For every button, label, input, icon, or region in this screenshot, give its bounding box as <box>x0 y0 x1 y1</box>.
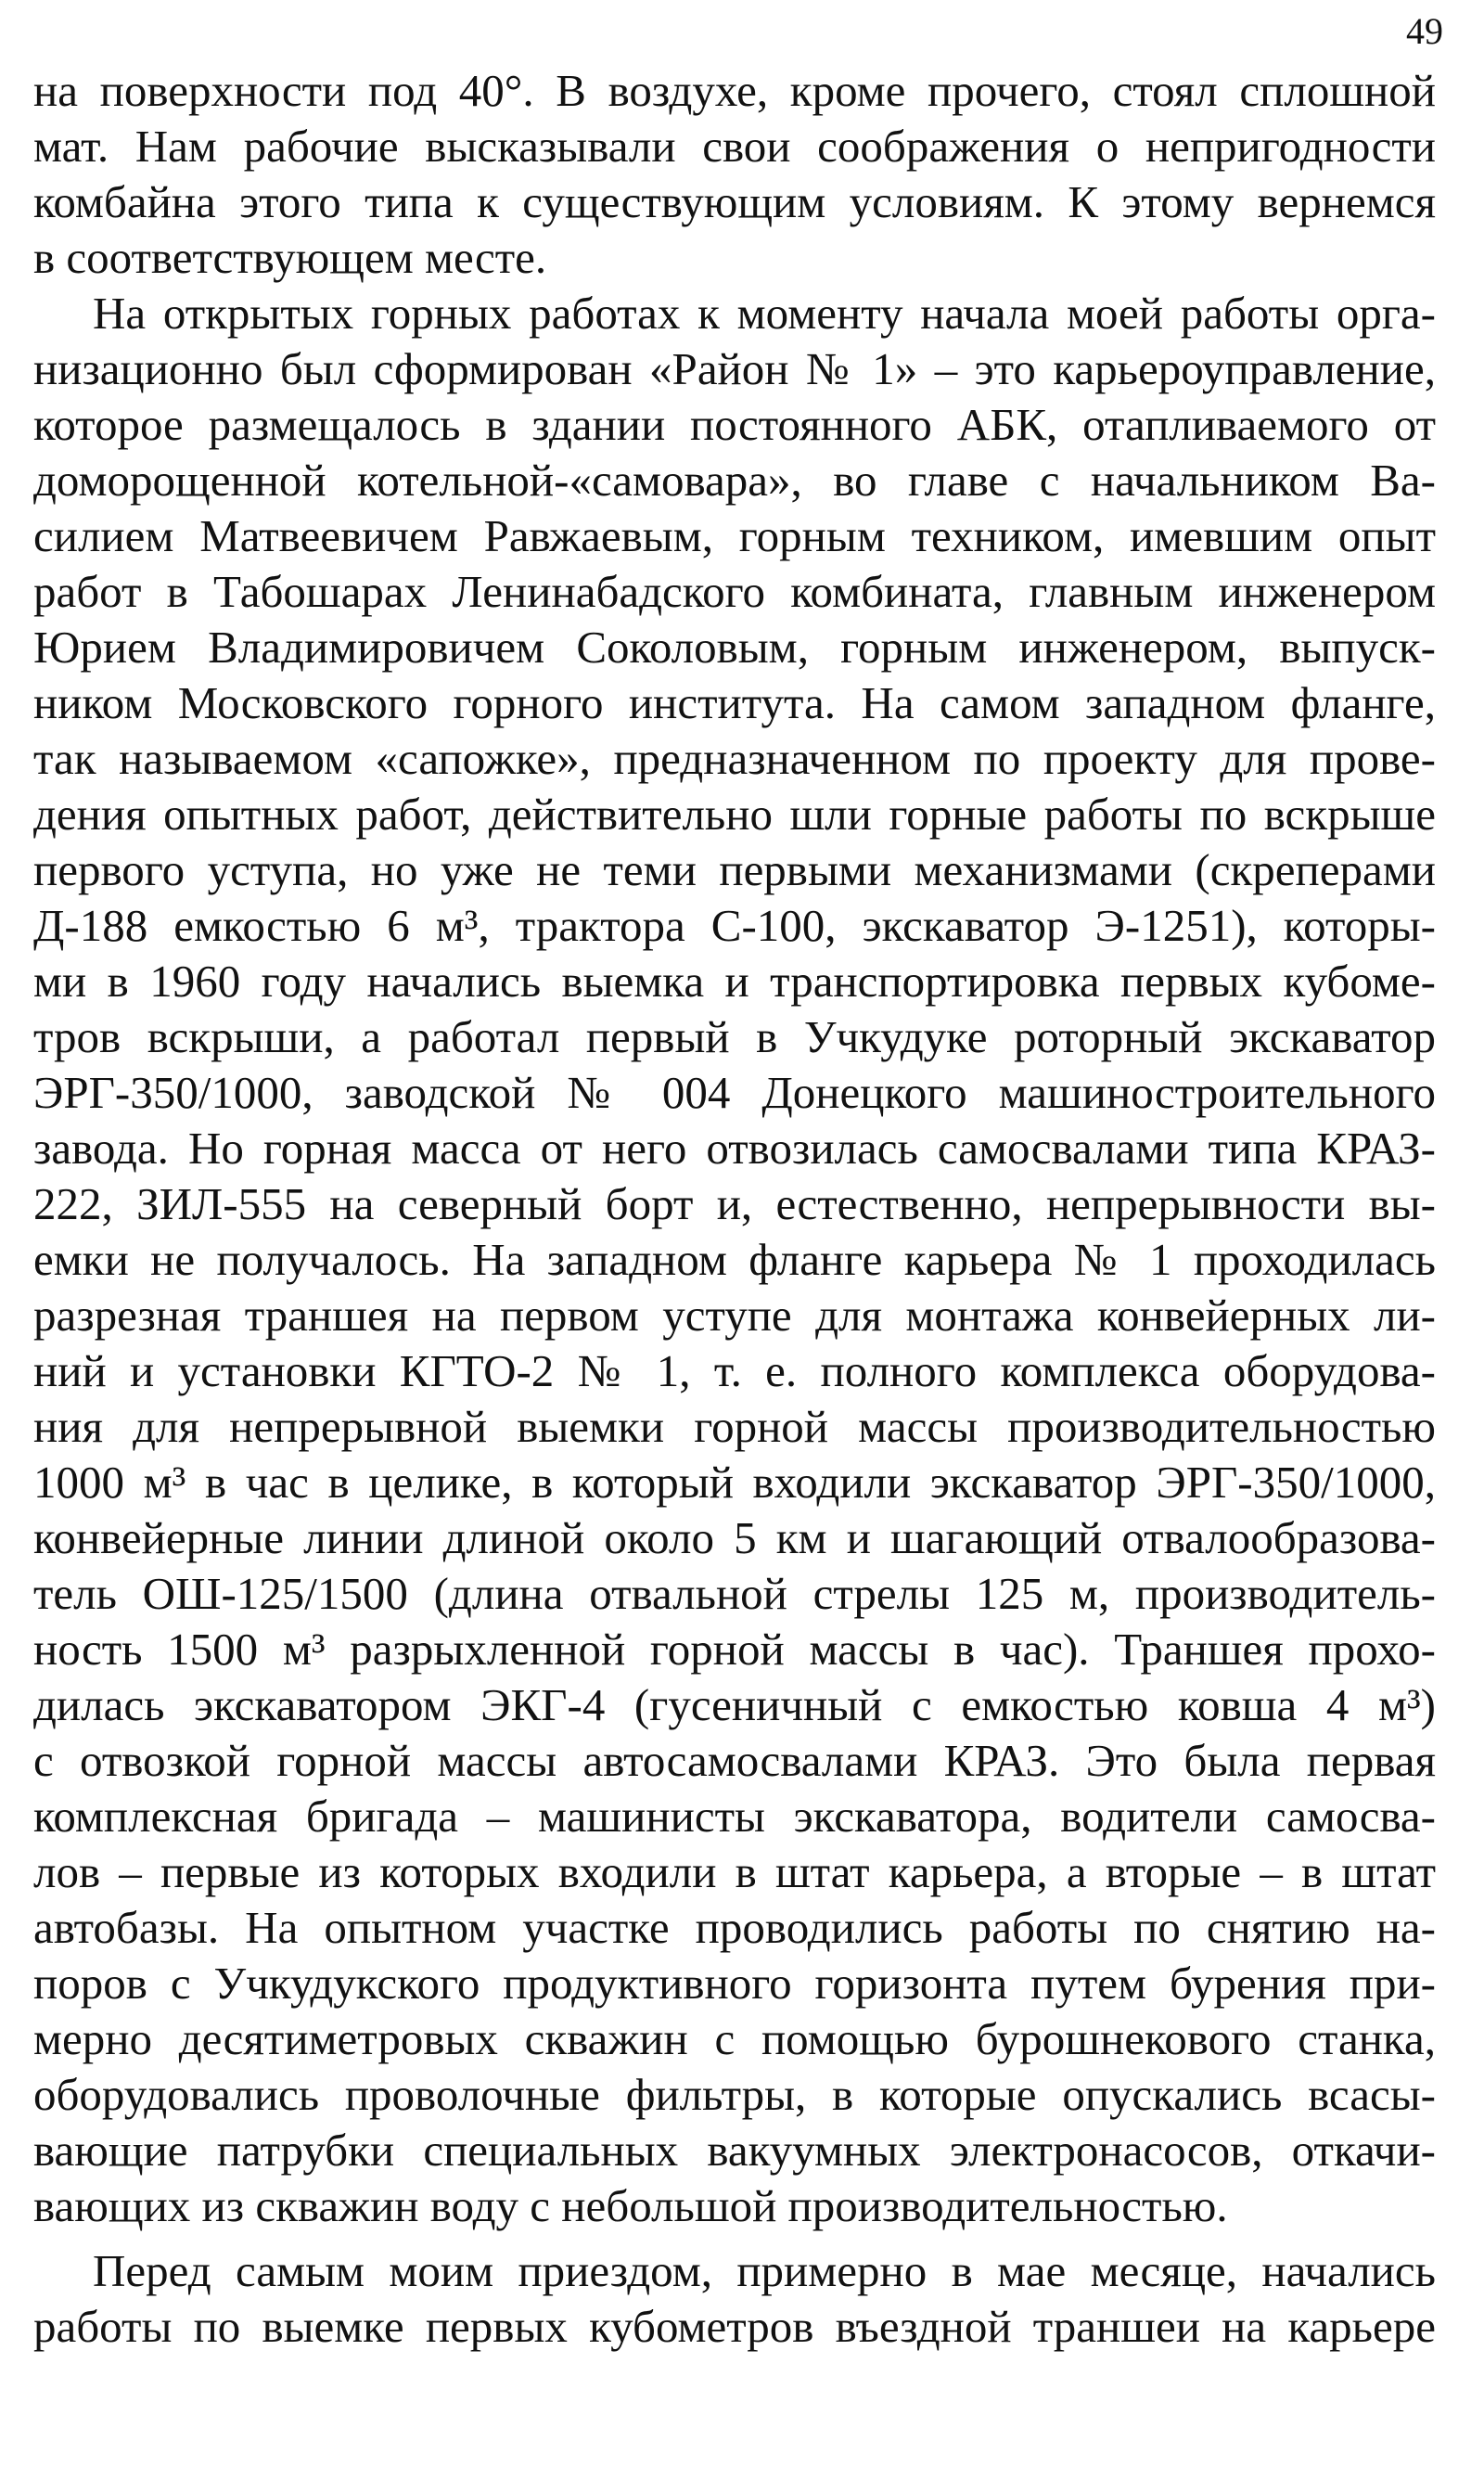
text-line: лов – первые из которых входили в штат карьера, а вторые – в штат <box>33 1846 1436 1897</box>
text-line: ником Московского горного института. На самом западном фланге, <box>33 677 1436 728</box>
text-line: Д-188 емкостью 6 м³, трактора С-100, экскаватор Э-1251), которы- <box>33 900 1436 951</box>
text-line: ния для непрерывной выемки горной массы производительностью <box>33 1401 1436 1452</box>
text-line: емки не получалось. На западном фланге карьера № 1 проходилась <box>33 1234 1436 1285</box>
text-line: ность 1500 м³ разрыхленной горной массы в час). Траншея прохо- <box>33 1624 1436 1675</box>
text-line: мерно десятиметровых скважин с помощью бурошнекового станка, <box>33 2013 1436 2064</box>
text-line: в соответствующем месте. <box>33 232 547 283</box>
text-line: автобазы. На опытном участке проводились работы по снятию на- <box>33 1902 1436 1953</box>
text-line: Юрием Владимировичем Соколовым, горным инженером, выпуск- <box>33 622 1436 673</box>
text-line: тель ОШ-125/1500 (длина отвальной стрелы 125 м, производитель- <box>33 1568 1436 1619</box>
text-line: вающие патрубки специальных вакуумных электронасосов, откачи- <box>33 2125 1436 2176</box>
text-line: работы по выемке первых кубометров въездной траншеи на карьере <box>33 2301 1436 2352</box>
text-line: Перед самым моим приездом, примерно в мае месяце, начались <box>93 2245 1436 2296</box>
text-line: ний и установки КГТО-2 № 1, т. е. полного комплекса оборудова- <box>33 1345 1436 1396</box>
text-line: комбайна этого типа к существующим условиям. К этому вернемся <box>33 176 1436 227</box>
text-line: первого уступа, но уже не теми первыми механизмами (скреперами <box>33 844 1436 895</box>
text-line: комплексная бригада – машинисты экскаватора, водители самосва- <box>33 1791 1436 1842</box>
text-line: мат. Нам рабочие высказывали свои соображения о непригодности <box>33 121 1436 172</box>
text-line: 1000 м³ в час в целике, в который входили экскаватор ЭРГ-350/1000, <box>33 1457 1436 1508</box>
text-line: с отвозкой горной массы автосамосвалами КРАЗ. Это была первая <box>33 1735 1436 1786</box>
text-line: ЭРГ-350/1000, заводской № 004 Донецкого машиностроительного <box>33 1067 1436 1118</box>
text-line: низационно был сформирован «Район № 1» – это карьероуправление, <box>33 343 1436 394</box>
text-line: дилась экскаватором ЭКГ-4 (гусеничный с емкостью ковша 4 м³) <box>33 1679 1436 1730</box>
text-line: На открытых горных работах к моменту начала моей работы орга- <box>93 288 1436 339</box>
text-line: дения опытных работ, действительно шли горные работы по вскрыше <box>33 789 1436 840</box>
text-line: так называемом «сапожке», предназначенном по проекту для прове- <box>33 733 1436 784</box>
text-line: доморощенной котельной-«самовара», во главе с начальником Ва- <box>33 455 1436 506</box>
text-line: ми в 1960 году начались выемка и транспортировка первых кубоме- <box>33 956 1436 1007</box>
text-line: оборудовались проволочные фильтры, в которые опускались всасы- <box>33 2069 1436 2120</box>
text-line: вающих из скважин воду с небольшой производительностью. <box>33 2180 1228 2231</box>
page-number: 49 <box>1406 10 1443 52</box>
text-line: силием Матвеевичем Равжаевым, горным техником, имевшим опыт <box>33 510 1436 561</box>
text-line: поров с Учкудукского продуктивного горизонта путем бурения при- <box>33 1958 1436 2009</box>
text-line: которое размещалось в здании постоянного АБК, отапливаемого от <box>33 399 1436 450</box>
text-line: на поверхности под 40°. В воздухе, кроме прочего, стоял сплошной <box>33 65 1436 116</box>
text-line: разрезная траншея на первом уступе для монтажа конвейерных ли- <box>33 1290 1436 1341</box>
text-line: завода. Но горная масса от него отвозилась самосвалами типа КРАЗ- <box>33 1123 1436 1174</box>
text-line: работ в Табошарах Ленинабадского комбината, главным инженером <box>33 566 1436 617</box>
text-line: тров вскрыши, а работал первый в Учкудуке роторный экскаватор <box>33 1011 1436 1062</box>
text-line: 222, ЗИЛ-555 на северный борт и, естественно, непрерывности вы- <box>33 1178 1436 1229</box>
text-line: конвейерные линии длиной около 5 км и шагающий отвалообразова- <box>33 1512 1436 1563</box>
